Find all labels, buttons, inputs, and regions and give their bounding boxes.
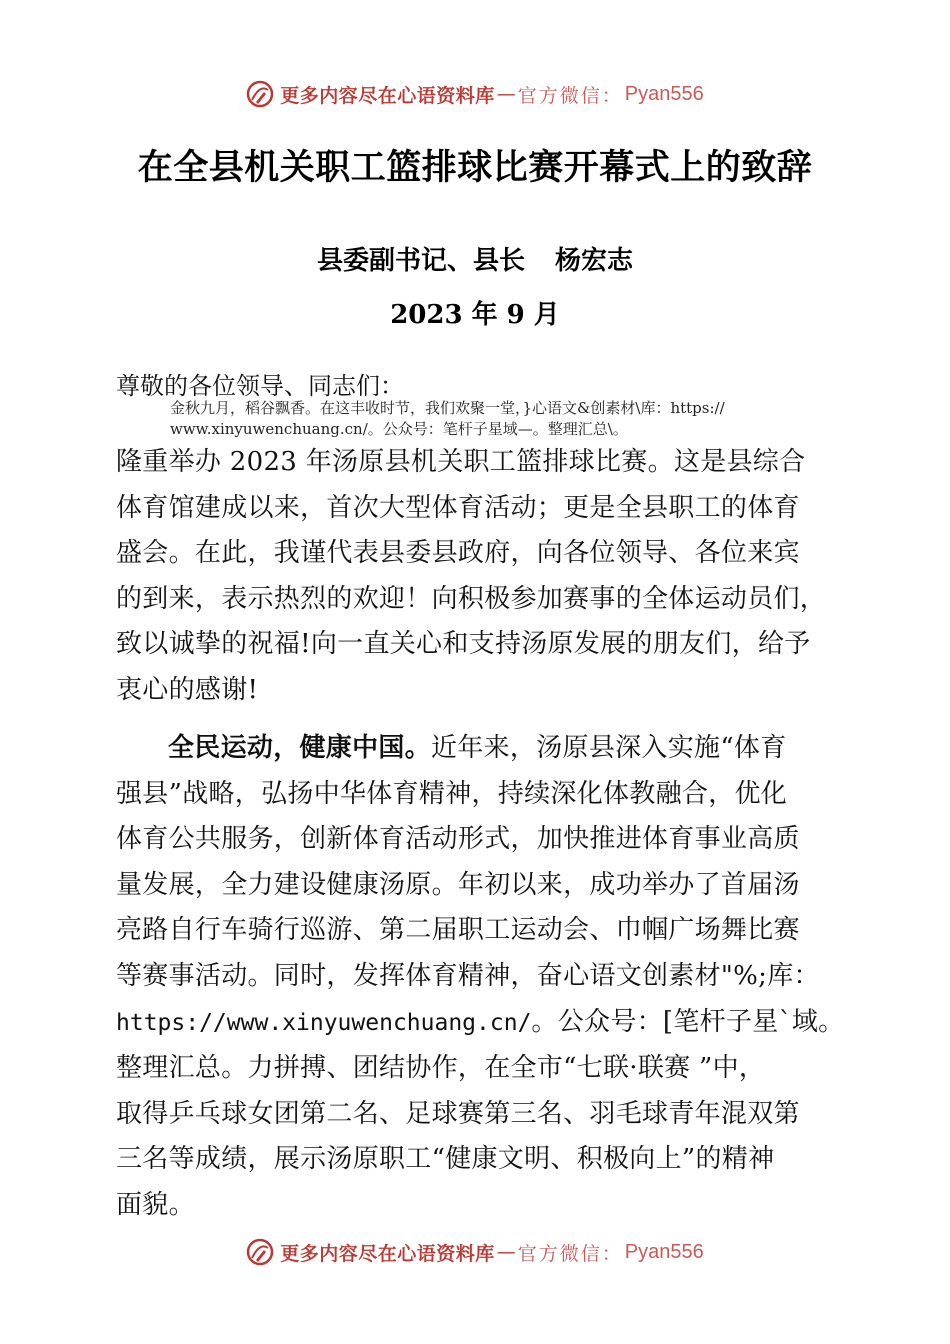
pen-logo-icon	[246, 80, 274, 108]
watermark-wechat-label: 官方微信：	[517, 1242, 623, 1265]
watermark-main-text: 更多内容尽在心语资料库	[280, 1242, 495, 1265]
paragraph-line: 衷心的感谢!	[116, 674, 259, 705]
paragraph-line: 的到来，表示热烈的欢迎！向积极参加赛事的全体运动员们，	[116, 583, 827, 614]
inserted-note	[170, 398, 870, 440]
author-line	[0, 240, 950, 277]
paragraph-url-line	[116, 1000, 866, 1047]
paragraph-2-first-rest: 近年来，汤原县深入实施“体育	[431, 733, 787, 763]
inserted-note-line: www.xinyuwenchuang.cn/。公众号：笔杆子星域—。整理汇总\。	[170, 420, 628, 438]
watermark-wechat-id: Pyan556	[624, 82, 704, 105]
paragraph-url-rest: 。公众号：[笔杆子星`域。	[531, 1006, 845, 1037]
pen-logo-icon	[246, 1238, 274, 1266]
author-name: 杨宏志	[555, 246, 634, 276]
document-date: 2023 年 9 月	[390, 300, 560, 330]
paragraph-line: 致以诚挚的祝福!向一直关心和支持汤原发展的朋友们，给予	[116, 629, 811, 660]
paragraph-1	[116, 440, 866, 714]
document-title: 在全县机关职工篮排球比赛开幕式上的致辞	[137, 148, 813, 188]
paragraph-2-lead: 全民运动，健康中国。	[168, 733, 432, 763]
paragraph-url: https://www.xinyuwenchuang.cn/	[116, 1009, 532, 1036]
paragraph-line: 等赛事活动。同时，发挥体育精神，奋心语文创素材"%;库：	[116, 960, 820, 991]
paragraph-line: 体育馆建成以来，首次大型体育活动；更是全县职工的体育	[116, 492, 800, 523]
paragraph-line: 亮路自行车骑行巡游、第二届职工运动会、巾帼广场舞比赛	[116, 915, 800, 946]
watermark-banner-bottom	[0, 1232, 950, 1272]
watermark-separator: —	[496, 1241, 516, 1263]
inserted-note-line: 金秋九月，稻谷飘香。在这丰收时节，我们欢聚一堂，}心语文&创素材\库：https://	[170, 399, 725, 417]
paragraph-line: 面貌。	[116, 1189, 195, 1220]
paragraph-line: 体育公共服务，创新体育活动形式，加快推进体育事业高质	[116, 824, 800, 855]
watermark-banner-top	[0, 74, 950, 114]
paragraph-line: 盛会。在此，我谨代表县委县政府，向各位领导、各位来宾	[116, 538, 800, 569]
author-role: 县委副书记、县长	[316, 246, 525, 276]
paragraph-line: 三名等成绩，展示汤原职工“健康文明、积极向上”的精神	[116, 1144, 775, 1175]
salutation: 尊敬的各位领导、同志们：	[116, 372, 404, 400]
watermark-separator: —	[496, 83, 516, 105]
watermark-main-text: 更多内容尽在心语资料库	[280, 84, 495, 107]
paragraph-line: 取得乒乓球女团第二名、足球赛第三名、羽毛球青年混双第	[116, 1098, 800, 1129]
paragraph-2	[116, 726, 866, 1229]
watermark-wechat-label: 官方微信：	[517, 84, 623, 107]
paragraph-line: 整理汇总。力拼搏、团结协作，在全市“七联·联赛 ”中，	[116, 1053, 766, 1084]
paragraph-first-line	[116, 726, 866, 772]
paragraph-line: 量发展，全力建设健康汤原。年初以来，成功举办了首届汤	[116, 869, 800, 900]
paragraph-line: 强县”战略，弘扬中华体育精神，持续深化体教融合，优化	[116, 778, 788, 809]
watermark-wechat-id: Pyan556	[624, 1240, 704, 1263]
paragraph-line: 隆重举办 2023 年汤原县机关职工篮排球比赛。这是县综合	[116, 447, 806, 477]
